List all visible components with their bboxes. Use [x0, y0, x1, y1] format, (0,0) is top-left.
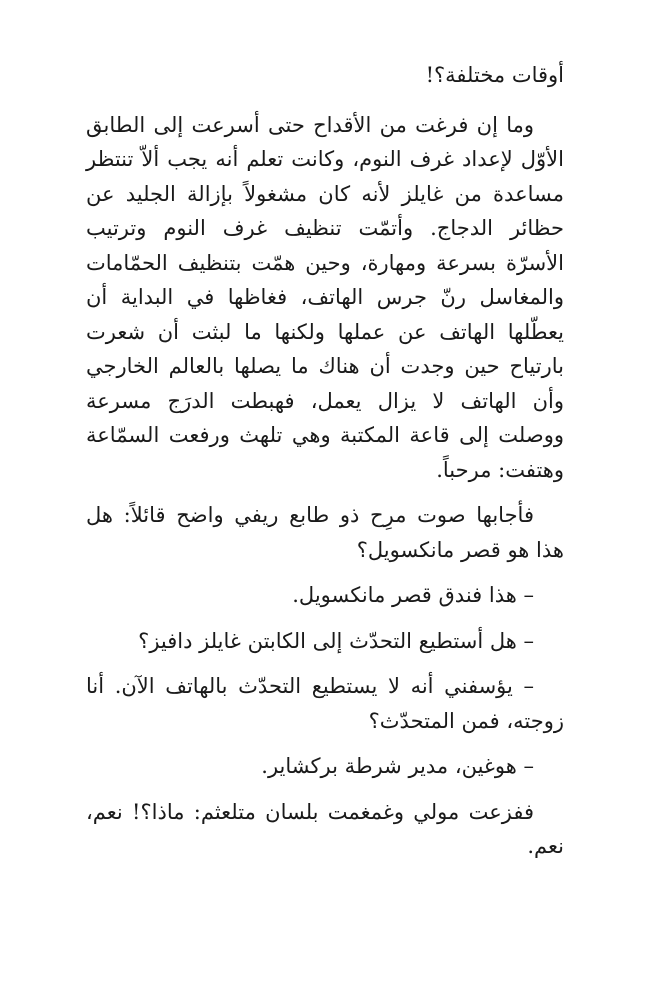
paragraph-molly-reply: ففزعت مولي وغمغمت بلسان متلعثم: ماذا؟! نعم، نعم.: [86, 799, 564, 858]
page-body: [86, 58, 564, 864]
dialogue-line-hotel: – هذا فندق قصر مانكسويل.: [292, 583, 534, 607]
paragraph-continuation: أوقات مختلفة؟!: [425, 63, 564, 87]
dialogue-line-police: – هوغين، مدير شرطة بركشاير.: [261, 754, 534, 778]
dialogue-line-request: – هل أستطيع التحدّث إلى الكابتن غايلز دافيز؟: [138, 628, 534, 653]
paragraph-narration: وما إن فرغت من الأقداح حتى أسرعت إلى الطابق الأوّل لإعداد غرف النوم، وكانت تعلم أنه يجب ألاّ تنتظر مساعدة من غايلز لأنه كان مشغولاً بإزالة الجليد عن حظائر الدجاج. وأتمّت تنظيف غرف النوم وترتيب الأسرّة بسرعة ومهارة، وحين همّت بتنظيف الحمّامات والمغاسل رنّ جرس الهاتف، فغاظها في البداية أن يعطّلها الهاتف عن عملها ولكنها ما لبثت أن شعرت بارتياح حين وجدت أن هناك ما يصلها بالعالم الخارجي وأن الهاتف لا يزال يعمل، فهبطت الدرَج مسرعة ووصلت إلى قاعة المكتبة وهي تلهث ورفعت السمّاعة وهتفت: مرحباً.: [86, 112, 564, 482]
dialogue-line-wife: – يؤسفني أنه لا يستطيع التحدّث بالهاتف الآن. أنا زوجته، فمن المتحدّث؟: [86, 674, 564, 733]
paragraph-caller: فأجابها صوت مرِح ذو طابع ريفي واضح قائلاً: هل هذا هو قصر مانكسويل؟: [86, 503, 564, 562]
